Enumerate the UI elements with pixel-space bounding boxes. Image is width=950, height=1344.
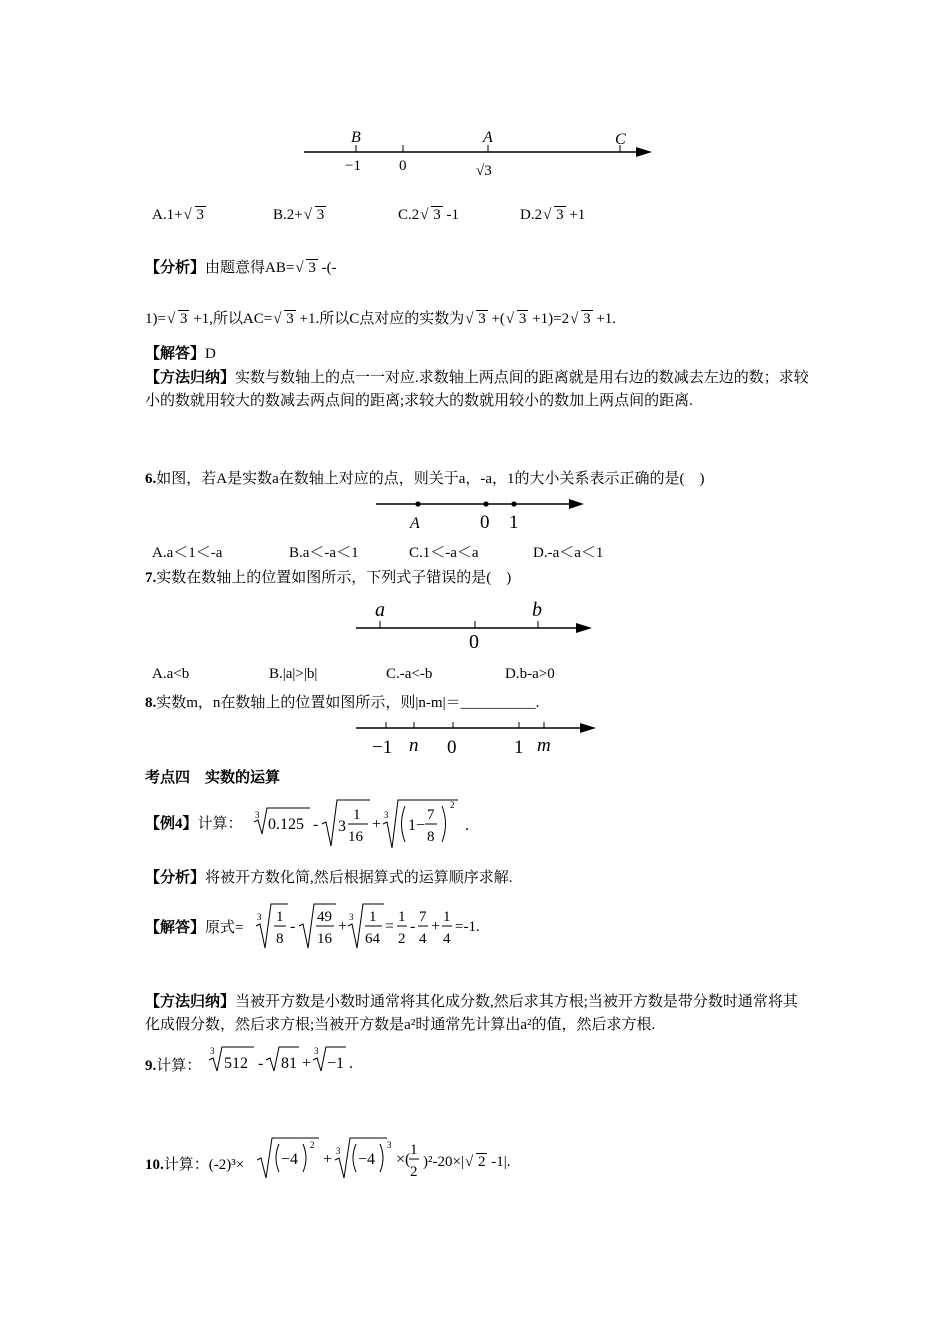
tick-label-minus1: −1: [372, 737, 393, 758]
svg-text:×(: ×(: [396, 1151, 411, 1168]
svg-text:3: 3: [210, 1046, 215, 1056]
svg-text:1: 1: [276, 909, 284, 925]
ex4-expression: [250, 796, 480, 856]
svg-text:.: .: [349, 1055, 353, 1072]
svg-text:512: 512: [224, 1055, 248, 1072]
svg-text:-: -: [313, 816, 319, 833]
q5-option-a: A.1+ √ 3: [152, 207, 205, 223]
svg-text:3: 3: [387, 1140, 392, 1150]
point-label-b: B: [351, 129, 361, 146]
q6-option-c: C.1＜-a＜a: [409, 545, 479, 561]
svg-text:3: 3: [349, 912, 354, 922]
tick-label-0: 0: [469, 631, 479, 653]
ex4-question: 【例4】计算：: [145, 816, 243, 832]
q7-stem: 7.实数在数轴上的位置如图所示，下列式子错误的是( ): [145, 570, 512, 586]
svg-text:1: 1: [398, 909, 406, 925]
number-line-q8: [352, 716, 602, 760]
svg-text:1: 1: [353, 807, 361, 823]
svg-text:1−: 1−: [408, 817, 426, 834]
svg-text:3: 3: [257, 912, 262, 922]
q5-option-c: C.2 √ 3 -1: [398, 207, 460, 223]
svg-text:1: 1: [443, 909, 451, 925]
q5-option-b: B.2+ √ 3: [273, 207, 325, 223]
q9-expression: [206, 1044, 356, 1078]
number-line-q5: [300, 120, 660, 182]
svg-text:−4: −4: [281, 1151, 299, 1168]
tick-label-0: 0: [399, 158, 407, 174]
svg-text:8: 8: [427, 829, 435, 845]
point-label-a: A: [410, 515, 420, 532]
svg-text:1: 1: [369, 909, 377, 925]
tick-label-minus1: −1: [345, 158, 361, 174]
svg-text:.: .: [465, 817, 469, 834]
q9-question: 9.计算：: [145, 1058, 202, 1074]
q5-analysis-line1: 【分析】由题意得AB= √ 3 -(-: [145, 260, 337, 276]
q6-option-b: B.a＜-a＜1: [289, 545, 359, 561]
q7-option-b: B.|a|>|b|: [269, 666, 318, 682]
tick-label-1: 1: [514, 737, 524, 758]
svg-text:1: 1: [410, 1142, 418, 1158]
q8-stem: 8.实数m，n在数轴上的位置如图所示，则|n-m|＝__________.: [145, 695, 540, 711]
q7-option-a: A.a<b: [152, 666, 190, 682]
svg-text:-: -: [258, 1055, 264, 1072]
svg-text:2: 2: [410, 1164, 418, 1180]
svg-text:64: 64: [365, 931, 380, 947]
svg-text:-: -: [290, 918, 296, 935]
ex4-analysis: 【分析】将被开方数化简,然后根据算式的运算顺序求解.: [145, 870, 513, 886]
point-label-a: a: [375, 599, 385, 621]
svg-text:−4: −4: [358, 1151, 376, 1168]
point-label-a: A: [483, 129, 493, 146]
svg-text:3: 3: [384, 810, 389, 820]
svg-text:=: =: [385, 918, 395, 935]
svg-text:+: +: [302, 1055, 312, 1072]
svg-text:=-1.: =-1.: [455, 919, 480, 935]
number-line-q7: [352, 596, 602, 656]
svg-text:2: 2: [310, 1140, 315, 1150]
svg-text:0.125: 0.125: [268, 816, 304, 833]
q10-question: 10.计算：(-2)³×: [145, 1157, 245, 1173]
svg-text:+: +: [431, 918, 441, 935]
svg-text:16: 16: [348, 829, 363, 845]
svg-text:16: 16: [317, 931, 332, 947]
q10-tail: )²-20×| √ 2 -1|.: [423, 1154, 511, 1170]
svg-text:-: -: [410, 918, 416, 935]
ex4-answer-expression: [254, 898, 484, 954]
q7-option-d: D.b-a>0: [505, 666, 555, 682]
svg-text:2: 2: [398, 931, 406, 947]
svg-text:4: 4: [419, 931, 427, 947]
point-label-n: n: [409, 735, 419, 756]
tick-label-sqrt3: √3: [476, 163, 492, 179]
number-line-q6: [372, 494, 592, 534]
ex4-method: 【方法归纳】当被开方数是小数时通常将其化成分数,然后求其方根;当被开方数是带分数时通常将其化成假分数，然后求方根;当被开方数是a²时通常先计算出a²的值，然后求方根.: [145, 994, 798, 1033]
svg-text:−1: −1: [327, 1055, 345, 1072]
svg-text:2: 2: [450, 800, 455, 810]
point-label-c: C: [615, 131, 626, 148]
q5-method: 【方法归纳】实数与数轴上的点一一对应.求数轴上两点间的距离就是用右边的数减去左边的数；求较小的数就用较大的数减去两点间的距离;求较大的数就用较小的数加上两点间的距离.: [145, 370, 809, 409]
svg-text:7: 7: [427, 807, 435, 823]
tick-label-1: 1: [509, 512, 519, 533]
svg-text:+: +: [372, 816, 382, 833]
q6-option-d: D.-a＜a＜1: [533, 545, 604, 561]
svg-text:4: 4: [443, 931, 451, 947]
q6-stem: 6.如图，若A是实数a在数轴上对应的点，则关于a，-a，1的大小关系表示正确的是( ): [145, 471, 705, 487]
svg-text:8: 8: [276, 931, 284, 947]
svg-text:3: 3: [336, 1146, 341, 1156]
svg-text:3: 3: [255, 810, 260, 820]
svg-text:+: +: [323, 1151, 333, 1168]
svg-text:49: 49: [317, 909, 332, 925]
q5-answer: 【解答】D: [145, 346, 216, 362]
q7-option-c: C.-a<-b: [386, 666, 433, 682]
q5-analysis-line2: 1)= √ 3 +1,所以AC= √ 3 +1.所以C点对应的实数为 √ 3 +( √ 3 +1)=2 √ 3 +1.: [145, 311, 617, 327]
q6-option-a: A.a＜1＜-a: [152, 545, 223, 561]
svg-text:7: 7: [419, 909, 427, 925]
tick-label-0: 0: [480, 512, 490, 533]
svg-text:3: 3: [338, 818, 346, 835]
point-label-m: m: [537, 735, 551, 756]
q5-option-d: D.2 √ 3 +1: [520, 207, 586, 223]
section-title: 考点四 实数的运算: [145, 770, 281, 786]
ex4-answer: 【解答】原式=: [145, 920, 244, 936]
svg-text:+: +: [338, 918, 348, 935]
point-label-b: b: [532, 599, 542, 621]
svg-text:3: 3: [314, 1046, 319, 1056]
tick-label-0: 0: [447, 737, 457, 758]
svg-text:81: 81: [281, 1055, 297, 1072]
